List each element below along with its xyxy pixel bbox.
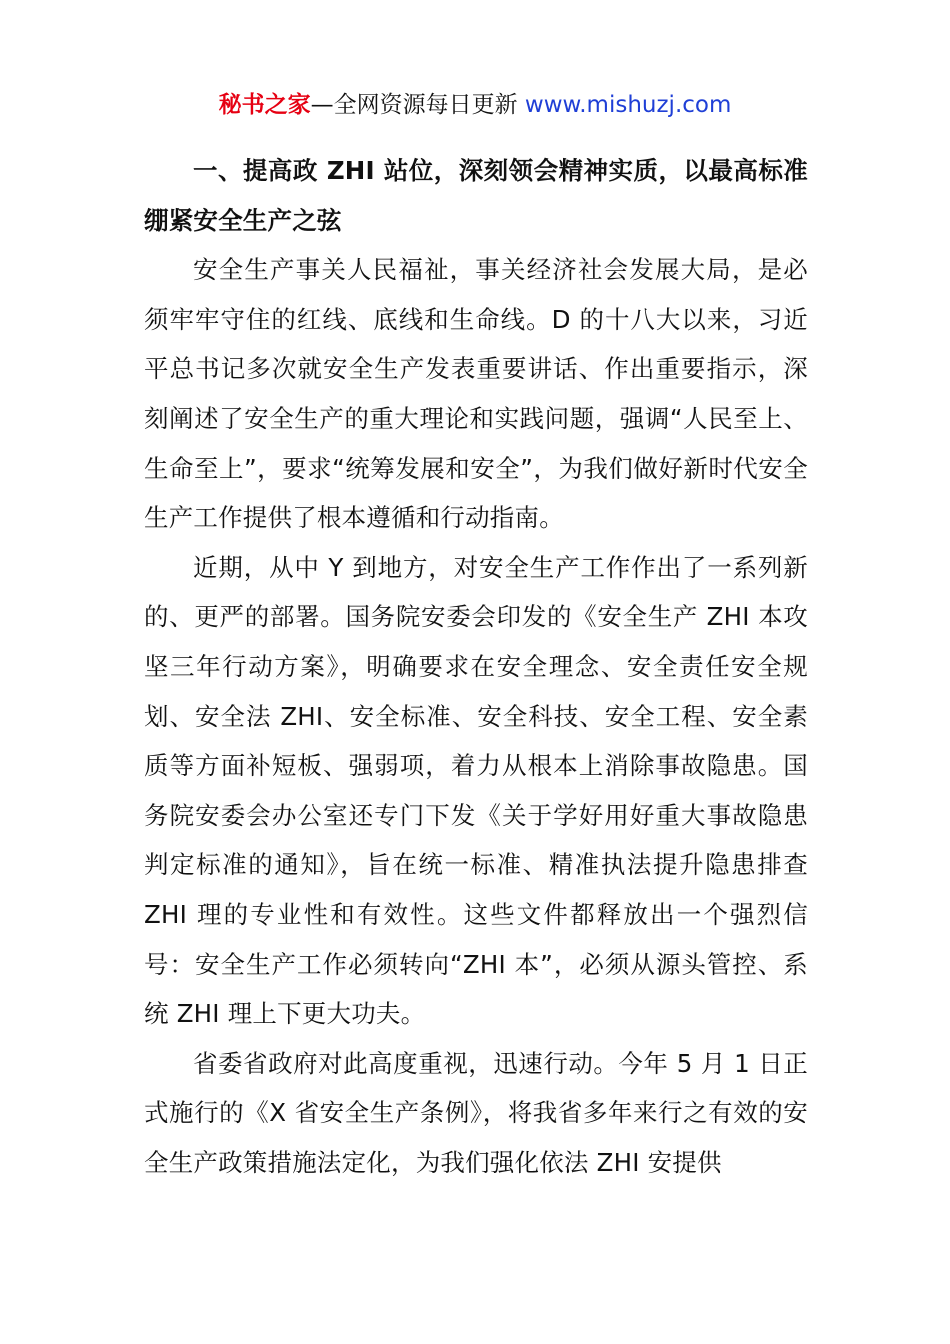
paragraph-3: 省委省政府对此高度重视，迅速行动。今年 5 月 1 日正式施行的《X 省安全生产条例》，将我省多年来行之有效的安全生产政策措施法定化，为我们强化依法 ZHI 安提供 bbox=[144, 1048, 808, 1177]
paragraph-2: 近期，从中 Y 到地方，对安全生产工作作出了一系列新的、更严的部署。国务院安委会印发的《安全生产 ZHI 本攻坚三年行动方案》，明确要求在安全理念、安全责任安全规划、安全法 ZHI、安全标准、安全科技、安全工程、安全素质等方面补短板、强弱项，着力从根本上消除事故隐患。国务院安委会办公室还专门下发《关于学好用好重大事故隐患判定标准的通知》，旨在统一标准、精准执法提升隐患排查 ZHI 理的专业性和有效性。这些文件都释放出一个强烈信号：安全生产工作必须转向“ZHI 本”，必须从源头管控、系统 ZHI 理上下更大功夫。 bbox=[144, 552, 808, 1029]
site-tagline: —全网资源每日更新 bbox=[310, 92, 525, 118]
section-heading: 一、提高政 ZHI 站位，深刻领会精神实质，以最高标准绷紧安全生产之弦 bbox=[144, 156, 808, 235]
site-header bbox=[0, 88, 950, 122]
paragraph-1: 安全生产事关人民福祉，事关经济社会发展大局，是必须牢牢守住的红线、底线和生命线。D 的十八大以来，习近平总书记多次就安全生产发表重要讲话、作出重要指示，深刻阐述了安全生产的重大理论和实践问题，强调“人民至上、生命至上”，要求“统筹发展和安全”，为我们做好新时代安全生产工作提供了根本遵循和行动指南。 bbox=[144, 255, 808, 533]
site-url-link[interactable]: www.mishuzj.com bbox=[524, 92, 732, 118]
document-body bbox=[144, 146, 808, 1187]
site-brand: 秘书之家 bbox=[218, 92, 311, 118]
